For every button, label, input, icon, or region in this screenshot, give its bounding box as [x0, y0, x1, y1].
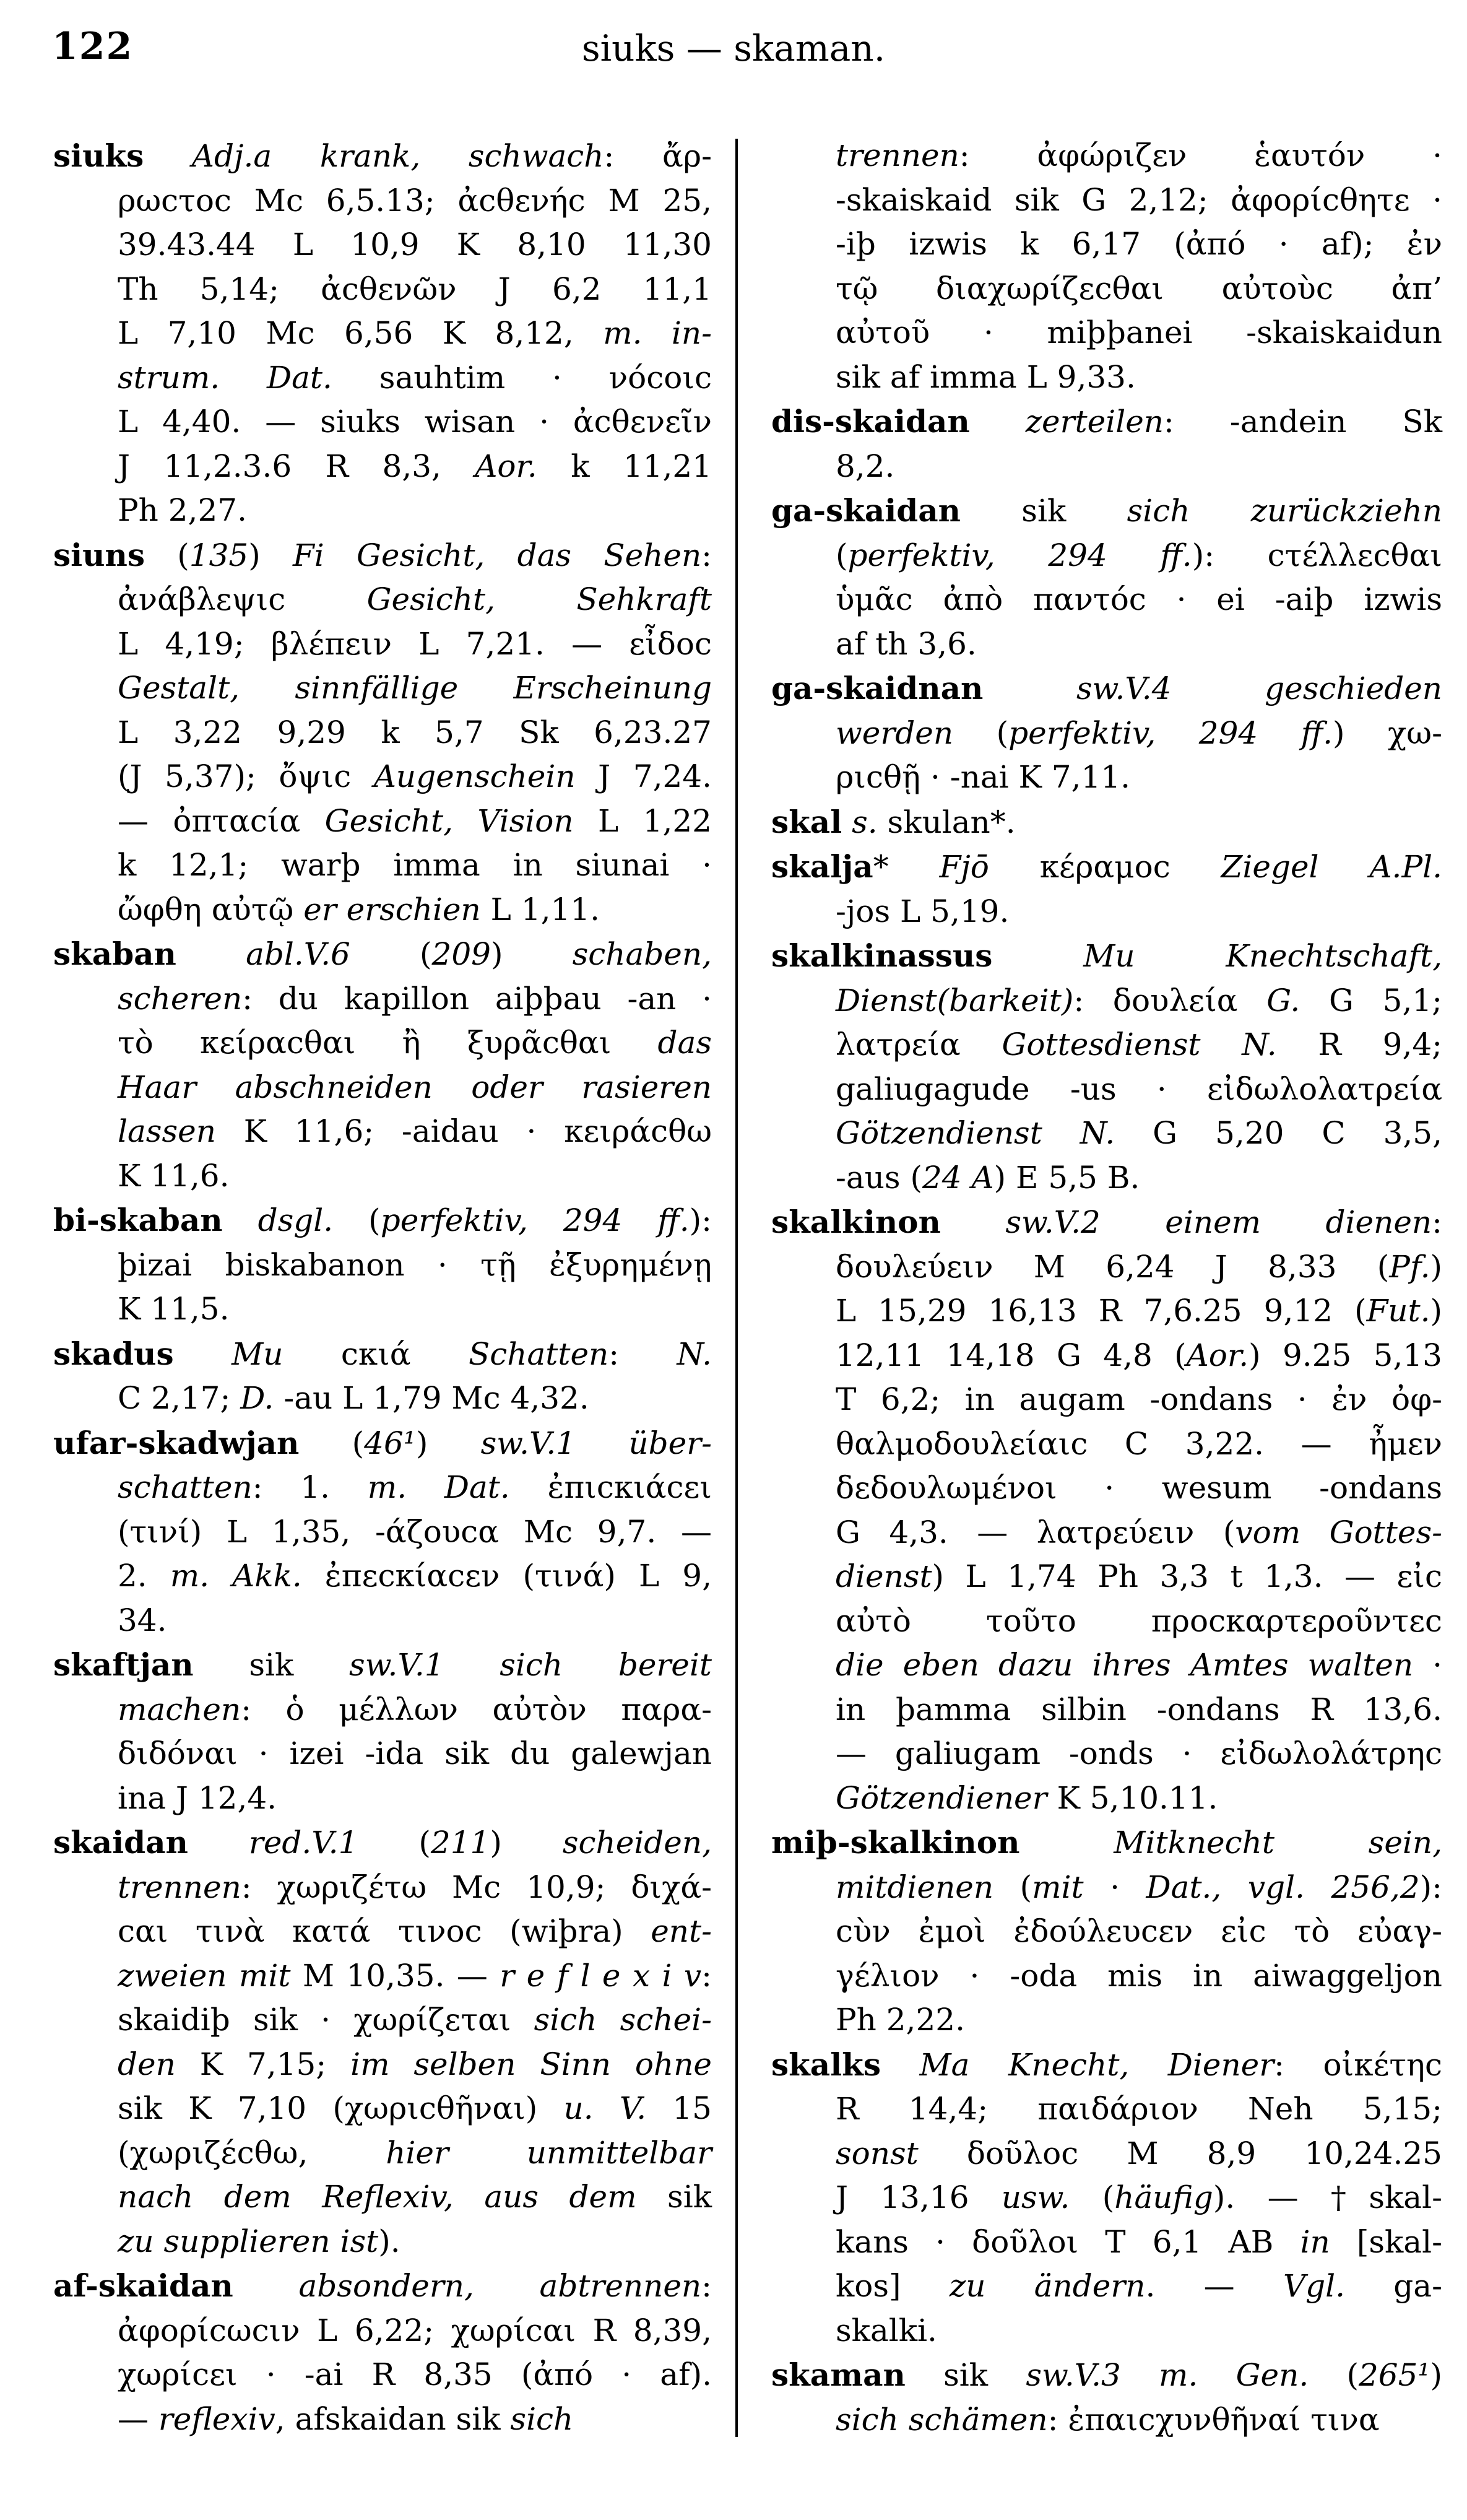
entry-line: (τινί) L 1,35, -άζουcα Mc 9,7. —: [118, 1513, 712, 1550]
entry-line: (J 5,37); ὄψιc Augenschein J 7,24.: [118, 758, 712, 794]
entry-line: [53, 666, 712, 711]
headword: skaftjan: [53, 1646, 194, 1683]
gloss-italic: N.: [1242, 1027, 1277, 1062]
entry-line: [53, 1066, 712, 1110]
entry-line: cαι τινὰ κατά τινοc (wiþra) ent-: [118, 1913, 712, 1949]
entry-line: trennen: ἀφώριζεν ἑαυτόν ·: [836, 137, 1442, 173]
gloss-italic: D.: [240, 1380, 274, 1416]
gloss-italic: sich zurückziehn: [1127, 493, 1442, 529]
gloss-italic: m. in-: [603, 315, 712, 351]
gloss-italic: die eben dazu ihres Amtes walten: [836, 1647, 1414, 1683]
headword: af-skaidan: [53, 2267, 233, 2304]
headword: skalkinassus: [771, 937, 993, 974]
dictionary-entry: [53, 1643, 712, 1820]
entry-line: k 12,1; warþ imma in siunai ·: [118, 847, 712, 883]
gloss-italic: Gottesdienst: [1002, 1027, 1201, 1062]
entry-line: in þamma silbin -ondans R 13,6.: [836, 1691, 1442, 1727]
gloss-italic: vom Gottes-: [1235, 1514, 1442, 1550]
gloss-italic: sw.V.4 geschieden: [1076, 671, 1442, 706]
gloss-italic: Aor.: [1186, 1337, 1249, 1373]
entry-line: ga-skaidan sik sich zurückziehn: [771, 492, 1442, 529]
entry-line: T 6,2; in augam -ondans · ἐν ὀφ-: [836, 1381, 1442, 1417]
dictionary-entry: [771, 2043, 1442, 2353]
entry-line: ρωcτοc Mc 6,5.13; ἀcθενήc M 25,: [118, 182, 712, 219]
gloss-italic: nach dem Reflexiv, aus dem: [118, 2179, 637, 2215]
gloss-italic: usw.: [1001, 2179, 1070, 2215]
gloss-italic: N.: [677, 1336, 712, 1372]
entry-line: trennen: χωριζέτω Mc 10,9; διχά-: [118, 1869, 712, 1905]
gloss-italic: abl.V.6: [246, 936, 350, 972]
headword: ufar-skadwjan: [53, 1424, 300, 1461]
entry-line: γέλιον · -oda mis in aiwaggeljon: [836, 1957, 1442, 1994]
page-number: 122: [52, 25, 134, 68]
entry-line: αὐτοῦ · miþþanei -skaiskaidun: [836, 315, 1442, 350]
entry-line: dis-skaidan zerteilen: -andein Sk: [771, 403, 1442, 440]
gloss-italic: sich schei-: [534, 2002, 712, 2038]
gloss-italic: scheiden,: [562, 1825, 712, 1861]
entry-line: ὑμᾶc ἀπὸ παντόc · ei -aiþ izwis: [836, 581, 1442, 617]
gloss-italic: den: [118, 2046, 176, 2082]
entry-line: schatten: 1. m. Dat. ἐπιcκιάcει: [118, 1469, 712, 1505]
headword: skalja: [771, 848, 873, 885]
headword: skalkinon: [771, 1204, 941, 1240]
entry-line: Ph 2,27.: [118, 492, 247, 528]
headword: siuns: [53, 536, 145, 573]
entry-line: -aus (24 A) E 5,5 B.: [836, 1159, 1140, 1196]
entry-line: Götzendiener K 5,10.11.: [836, 1779, 1218, 1816]
gloss-italic: in: [1300, 2223, 1330, 2260]
gloss-italic: sw.V.1 über-: [480, 1425, 712, 1461]
dictionary-entry: [771, 666, 1442, 800]
entry-line: L 15,29 16,13 R 7,6.25 9,12 (Fut.): [836, 1293, 1442, 1329]
headword: skal: [771, 803, 842, 840]
dictionary-entry: [771, 934, 1442, 1200]
gloss-italic: Fi Gesicht, das Sehen: [293, 537, 702, 573]
gloss-italic: N.: [1080, 1115, 1115, 1151]
entry-line: kos] zu ändern. — Vgl. ga-: [836, 2268, 1443, 2304]
gloss-italic: machen: [118, 1691, 241, 1727]
entry-line: sik K 7,10 (χωριcθῆναι) u. V. 15: [118, 2090, 712, 2126]
entry-line: (perfektiv, 294 ff.): cτέλλεcθαι: [836, 537, 1442, 573]
gloss-italic: hier unmittelbar: [386, 2134, 712, 2171]
entry-line: K 11,6.: [118, 1157, 230, 1194]
dictionary-entry: [53, 1820, 712, 2264]
headword: skalks: [771, 2046, 881, 2083]
gloss-italic: er erschien: [303, 891, 481, 928]
gloss-italic: dienst: [836, 1558, 932, 1594]
entry-line: τῷ διαχωρίζεcθαι αὐτοὺc ἀπ’: [836, 270, 1442, 306]
entry-line: bi-skaban dsgl. (perfektiv, 294 ff.):: [53, 1202, 712, 1238]
gloss-italic: 135: [189, 537, 249, 573]
entry-line: τὸ κείραcθαι ἢ ξυρᾶcθαι das: [118, 1025, 712, 1061]
gloss-italic: sw.V.2 einem dienen: [1005, 1204, 1432, 1240]
entry-line: 34.: [118, 1602, 167, 1638]
entry-line: lassen K 11,6; -aidau · κειράcθω: [118, 1113, 712, 1149]
left-column: [53, 134, 712, 2441]
dictionary-entry: [53, 134, 712, 533]
dictionary-entry: [771, 489, 1442, 666]
entry-line: skal s. skulan*.: [771, 803, 1016, 840]
gloss-italic: 24 A: [922, 1159, 994, 1196]
gloss-italic: Götzendienst: [836, 1115, 1042, 1151]
gloss-italic: Götzendiener: [836, 1779, 1047, 1816]
entry-line: skaidan red.V.1 (211) scheiden,: [53, 1824, 712, 1861]
gloss-italic: ent-: [651, 1913, 712, 1949]
gloss-italic: sich: [510, 2401, 574, 2437]
column-divider: [735, 139, 738, 2437]
entry-line: — reflexiv, afskaidan sik sich: [118, 2401, 574, 2437]
entry-line: C 2,17; D. -au L 1,79 Mc 4,32.: [118, 1380, 589, 1416]
gloss-italic: zerteilen: [1025, 404, 1164, 440]
headword: skaban: [53, 936, 176, 972]
entry-line: K 11,5.: [118, 1291, 230, 1327]
dictionary-entry: [771, 1200, 1442, 1820]
gloss-italic: m. Dat.: [367, 1469, 510, 1505]
entry-line: — galiugam -onds · εἰδωλολάτρηc: [836, 1736, 1442, 1771]
dictionary-entry: [53, 1198, 712, 1332]
dictionary-entry: [53, 533, 712, 932]
gloss-italic: Fut.: [1366, 1293, 1430, 1329]
entry-line: af th 3,6.: [836, 625, 977, 662]
entry-line: mitdienen (mit · Dat., vgl. 256,2):: [836, 1869, 1442, 1905]
entry-line: J 11,2.3.6 R 8,3, Aor. k 11,21: [118, 448, 712, 484]
gloss-italic: zweien mit: [118, 1957, 291, 1994]
entry-line: διδόναι · izei -ida sik du galewjan: [118, 1736, 712, 1771]
headword: ga-skaidan: [771, 492, 961, 529]
entry-line: skalja* Fjō κέραμοc Ziegel A.Pl.: [771, 848, 1442, 885]
gloss-italic: Schatten: [469, 1336, 609, 1372]
gloss-italic: Mu: [232, 1336, 283, 1372]
entry-line: — ὀπταcία Gesicht, Vision L 1,22: [118, 802, 712, 839]
entry-line: -iþ izwis k 6,17 (ἀπό · af); ἐν: [836, 226, 1442, 262]
gloss-italic: Dienst(barkeit): [836, 982, 1074, 1019]
right-column: [771, 134, 1442, 2442]
entry-line: δεδουλωμένοι · wesum -ondans: [836, 1470, 1442, 1506]
entry-line: Ph 2,22.: [836, 2002, 965, 2038]
gloss-italic: Mitknecht sein,: [1114, 1825, 1442, 1861]
entry-line: cὺν ἐμοὶ ἐδούλευcεν εἰc τὸ εὐαγ-: [836, 1913, 1442, 1949]
entry-line: werden (perfektiv, 294 ff.) χω-: [836, 715, 1442, 751]
headword: skaman: [771, 2357, 906, 2393]
gloss-italic: Aor.: [475, 448, 537, 484]
gloss-italic: strum. Dat.: [118, 359, 332, 396]
entry-line: zu supplieren ist).: [118, 2223, 400, 2259]
gloss-italic: Ma Knecht, Diener: [919, 2046, 1274, 2083]
gloss-italic: Gesicht, Sehkraft: [366, 581, 712, 617]
entry-line: ufar-skadwjan (46¹) sw.V.1 über-: [53, 1424, 712, 1461]
gloss-italic: A.Pl.: [1369, 849, 1442, 885]
entry-line: 12,11 14,18 G 4,8 (Aor.) 9.25 5,13: [836, 1337, 1442, 1373]
dictionary-entry: [771, 2353, 1442, 2442]
gloss-italic: mitdienen: [836, 1869, 994, 1905]
entry-line: θαλμοδουλείαιc C 3,22. — ἦμεν: [836, 1425, 1442, 1462]
gloss-italic: 211: [430, 1825, 490, 1861]
dictionary-entry: [771, 800, 1442, 845]
gloss-italic: trennen: [836, 137, 959, 173]
entry-line: skaman sik sw.V.3 m. Gen. (265¹): [771, 2357, 1442, 2393]
entry-line: L 7,10 Mc 6,56 K 8,12, m. in-: [118, 315, 712, 351]
entry-line: sich schämen: ἐπαιcχυνθῆναί τινα: [836, 2401, 1380, 2438]
entry-line: [771, 934, 1442, 979]
gloss-italic: u. V.: [563, 2090, 647, 2126]
dictionary-entry: [771, 845, 1442, 934]
gloss-italic: Dat., vgl. 256,2: [1146, 1869, 1420, 1905]
entry-line: af-skaidan absondern, abtrennen:: [53, 2267, 712, 2304]
gloss-italic: lassen: [118, 1113, 216, 1149]
gloss-italic: werden: [836, 715, 954, 751]
gloss-italic: sonst: [836, 2135, 919, 2171]
dictionary-entry: [53, 932, 712, 1198]
entry-line: skaftjan sik sw.V.1 sich bereit: [53, 1646, 712, 1683]
gloss-italic: sw.V.1 sich bereit: [349, 1647, 712, 1683]
gloss-italic: trennen: [118, 1869, 241, 1905]
gloss-italic: das: [657, 1025, 712, 1061]
entry-line: þizai biskabanon · τῇ ἐξυρημένῃ: [118, 1246, 712, 1283]
entry-line: λατρεία Gottesdienst N. R 9,4;: [836, 1027, 1442, 1062]
entry-line: den K 7,15; im selben Sinn ohne: [118, 2046, 712, 2082]
entry-line: δουλεύειν M 6,24 J 8,33 (Pf.): [836, 1248, 1442, 1285]
entry-line: [771, 666, 1442, 711]
entry-line: R 14,4; παιδάριον Neh 5,15;: [836, 2091, 1442, 2127]
gloss-italic: dsgl.: [257, 1202, 334, 1238]
headword: bi-skaban: [53, 1202, 223, 1238]
gloss-italic: Gesicht, Vision: [324, 802, 574, 839]
entry-line: sik af imma L 9,33.: [836, 358, 1136, 395]
dictionary-entry: [53, 1421, 712, 1643]
entry-line: -jos L 5,19.: [836, 893, 1010, 929]
entry-line: skalkinon sw.V.2 einem dienen:: [771, 1204, 1442, 1240]
gloss-italic: perfektiv, 294 ff.: [380, 1202, 690, 1238]
headword: skadus: [53, 1335, 174, 1372]
gloss-italic: red.V.1: [248, 1825, 358, 1861]
headword: skaidan: [53, 1824, 188, 1861]
entry-line: G 4,3. — λατρεύειν (vom Gottes-: [836, 1514, 1442, 1550]
entry-line: ὤφθη αὐτῷ er erschien L 1,11.: [118, 891, 600, 928]
entry-line: L 3,22 9,29 k 5,7 Sk 6,23.27: [118, 714, 712, 750]
dictionary-entry: [771, 134, 1442, 399]
gloss-italic: zu supplieren ist: [118, 2223, 379, 2259]
entry-line: L 4,19; βλέπειν L 7,21. — εἶδοc: [118, 625, 712, 662]
entry-line: αὐτὸ τοῦτο προcκαρτεροῦντεc: [836, 1602, 1442, 1639]
gloss-italic: Augenschein: [373, 758, 576, 794]
gloss-italic: Knechtschaft,: [1226, 938, 1442, 974]
gloss-italic: häufig: [1114, 2179, 1213, 2215]
gloss-italic: schaben,: [572, 936, 712, 972]
entry-line: scheren: du kapillon aiþþau -an ·: [118, 980, 712, 1017]
gloss-italic: Gestalt, sinnfällige Erscheinung: [118, 670, 712, 706]
gloss-italic: Pf.: [1389, 1248, 1430, 1285]
gloss-italic: Vgl.: [1283, 2268, 1345, 2304]
entry-line: skalki.: [836, 2312, 937, 2348]
entry-line: skaidiþ sik · χωρίζεται sich schei-: [118, 2002, 712, 2038]
gloss-italic: G.: [1266, 982, 1300, 1019]
gloss-italic: zu ändern: [949, 2268, 1146, 2304]
dictionary-entry: [771, 1820, 1442, 2043]
entry-line: ἀνάβλεψιc Gesicht, Sehkraft: [118, 581, 712, 617]
entry-line: siuks Adj.a krank, schwach: ἄρ-: [53, 137, 712, 174]
entry-line: strum. Dat. sauhtim · νόcοιc: [118, 359, 712, 396]
gloss-italic: Fjō: [939, 849, 989, 885]
gloss-italic: Mu: [1083, 938, 1135, 974]
headword: siuks: [53, 137, 144, 174]
gloss-italic: m. Akk.: [170, 1558, 302, 1594]
entry-line: ina J 12,4.: [118, 1779, 277, 1816]
dictionary-entry: [53, 2264, 712, 2441]
entry-line: skadus Mu cκιά Schatten: N.: [53, 1335, 712, 1372]
entry-line: Dienst(barkeit): δουλεία G. G 5,1;: [836, 982, 1442, 1019]
entry-line: 39.43.44 L 10,9 K 8,10 11,30: [118, 227, 712, 263]
gloss-italic: sich schämen: [836, 2401, 1048, 2438]
gloss-italic: Adj.a krank, schwach: [191, 138, 604, 174]
gloss-italic: 209: [431, 936, 491, 972]
entry-line: zweien mit M 10,35. — r e f l e x i v:: [118, 1957, 712, 1994]
gloss-italic: perfektiv, 294 ff.: [1008, 715, 1333, 751]
entry-line: skaban abl.V.6 (209) schaben,: [53, 936, 712, 972]
gloss-italic: absondern, abtrennen: [298, 2268, 702, 2304]
gloss-italic: scheren: [118, 980, 243, 1017]
entry-line: dienst) L 1,74 Ph 3,3 t 1,3. — εἰc: [836, 1558, 1442, 1594]
entry-line: L 4,40. — siuks wisan · ἀcθενεῖν: [118, 404, 712, 440]
entry-line: Th 5,14; ἀcθενῶν J 6,2 11,1: [118, 271, 712, 307]
gloss-italic: r e f l e x i v: [500, 1957, 702, 1994]
headword: miþ-skalkinon: [771, 1824, 1020, 1861]
gloss-italic: schatten: [118, 1469, 253, 1505]
gloss-italic: im selben Sinn ohne: [350, 2046, 712, 2082]
entry-line: machen: ὁ μέλλων αὐτὸν παρα-: [118, 1691, 712, 1727]
entry-line: ριcθῇ · -nai K 7,11.: [836, 759, 1131, 795]
entry-line: nach dem Reflexiv, aus dem sik: [118, 2179, 712, 2215]
dictionary-entry: [771, 399, 1442, 489]
gloss-italic: 46¹: [364, 1425, 416, 1461]
entry-line: 8,2.: [836, 448, 895, 484]
running-header: siuks — skaman.: [581, 27, 886, 69]
entry-line: kans · δοῦλοι T 6,1 AB in [skal-: [836, 2223, 1442, 2260]
entry-line: Götzendienst N. G 5,20 C 3,5,: [836, 1115, 1442, 1151]
headword: dis-skaidan: [771, 403, 970, 440]
gloss-italic: Ziegel: [1221, 849, 1319, 885]
entry-line: die eben dazu ihres Amtes walten ·: [836, 1647, 1442, 1683]
entry-line: χωρίcει · -ai R 8,35 (ἀπό · af).: [118, 2357, 712, 2392]
entry-line: (χωριζέcθω, hier unmittelbar: [118, 2134, 712, 2171]
entry-line: ἀφορίcωcιν L 6,22; χωρίcαι R 8,39,: [118, 2312, 712, 2348]
gloss-italic: perfektiv, 294 ff.: [847, 537, 1192, 573]
dictionary-entry: [53, 1332, 712, 1421]
entry-line: J 13,16 usw. (häufig). — †skal-: [836, 2179, 1442, 2215]
entry-line: skalks Ma Knecht, Diener: οἰκέτηc: [771, 2046, 1442, 2083]
gloss-italic: 265¹: [1359, 2357, 1430, 2393]
entry-line: sonst δοῦλοc M 8,9 10,24.25: [836, 2135, 1442, 2171]
entry-line: galiugagude -us · εἰδωλολατρεία: [836, 1071, 1442, 1107]
gloss-italic: sw.V.3 m. Gen.: [1026, 2357, 1309, 2393]
gloss-italic: reflexiv: [158, 2401, 275, 2437]
entry-line: [771, 1820, 1442, 1866]
gloss-italic: s.: [852, 804, 878, 840]
entry-line: 2. m. Akk. ἐπεcκίαcεν (τινά) L 9,: [118, 1558, 712, 1594]
entry-line: siuns (135) Fi Gesicht, das Sehen:: [53, 536, 712, 573]
entry-line: -skaiskaid sik G 2,12; ἀφορίcθητε ·: [836, 181, 1442, 218]
headword: ga-skaidnan: [771, 670, 984, 706]
gloss-italic: Haar abschneiden oder rasieren: [118, 1069, 712, 1105]
gloss-italic: mit: [1032, 1869, 1084, 1905]
